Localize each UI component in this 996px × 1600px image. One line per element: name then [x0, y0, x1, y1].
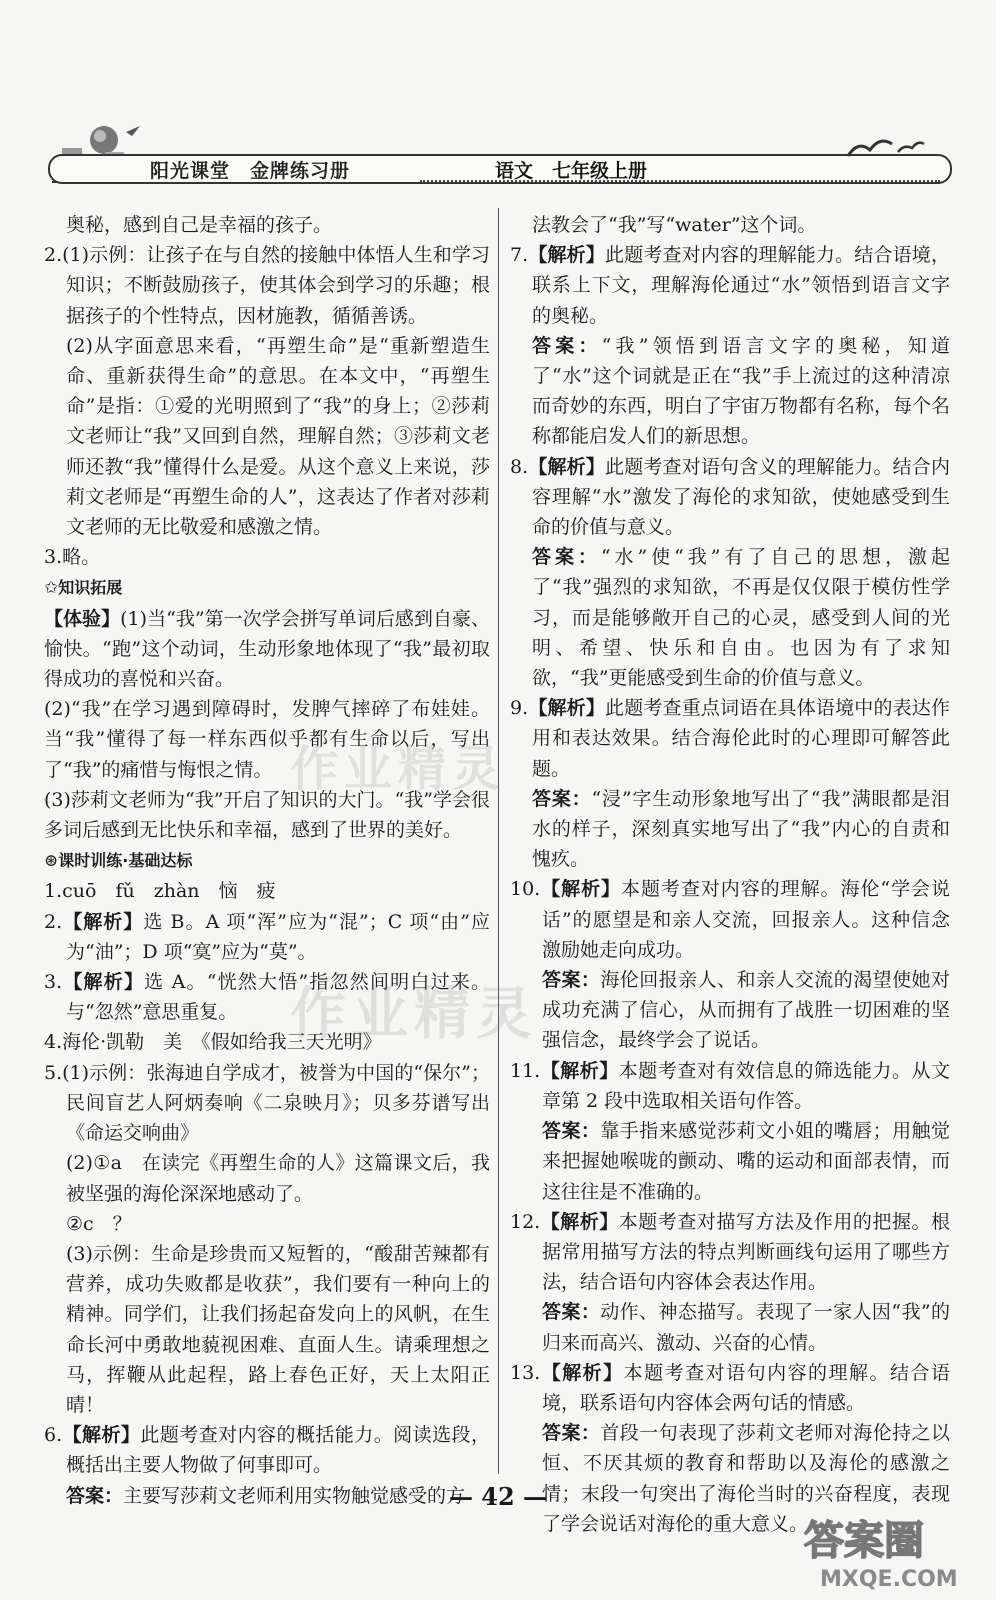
answer-q7 [510, 240, 950, 331]
experience-text: (1)当“我”第一次学会拼写单词后感到自豪、愉快。“跑”这个动词，生动形象地体现了“我”最初取得成功的喜悦和兴奋。 [44, 607, 490, 691]
answer-text: “水”使“我”有了自己的思想，激起了“我”强烈的求知欲，不再是仅仅限于模仿性学习，而是能够敞开自己的心灵，感受到人间的光明、希望、快乐和自由。也因为有了求知欲，“我”更能感受到生命的价值与意义。 [532, 546, 950, 690]
answer-label: 答案： [542, 1120, 601, 1143]
experience-2: (2)“我”在学习遇到障碍时，发脾气摔碎了布娃娃。当“我”懂得了每一样东西似乎都有生命以后，写出了“我”的痛惜与悔恨之情。 [44, 698, 490, 781]
analysis-label: 【解析】 [540, 878, 621, 901]
answer-label: 答案： [66, 1484, 124, 1507]
answer-circle-logo-icon [798, 1506, 984, 1592]
analysis-text: 本题考查对内容的理解。海伦“学会说话”的愿望是和亲人交流，回报亲人。这种信念激励她走向成功。 [542, 878, 950, 961]
analysis-label: 【解析】 [528, 697, 606, 720]
analysis-text: 此题考查对内容的概括能力。阅读选段，概括出主要人物做了何事即可。 [66, 1424, 490, 1477]
left-column [44, 210, 490, 1511]
analysis-label: 【解析】 [540, 1361, 624, 1384]
answer-q9 [510, 693, 950, 784]
answer-text: 主要写莎莉文老师利用实物触觉感受的方 [123, 1484, 466, 1507]
answer-q11 [510, 1056, 950, 1116]
answer-2-1: 2.(1)示例：让孩子在与自然的接触中体悟人生和学习知识；不断鼓励孩子，使其体会到学习的乐趣；根据孩子的个性特点，因材施教，循循善诱。 [44, 244, 490, 327]
column-divider [498, 208, 499, 1474]
answer-q10-answer [510, 965, 950, 1056]
answer-label: 答案： [532, 787, 592, 810]
answer-q8-answer [510, 542, 950, 693]
analysis-text: 选 A。“恍然大悟”指忽然间明白过来。与“忽然”意思重复。 [66, 971, 490, 1024]
corner-logo-url: MXQE.COM [820, 1567, 958, 1592]
answer-q7-answer [510, 331, 950, 452]
answer-text: 动作、神态描写。表现了一家人因“我”的归来而高兴、激动、兴奋的心情。 [542, 1301, 950, 1354]
answer-q10 [510, 874, 950, 965]
badge-icon: ⊛ [44, 851, 59, 872]
experience-3: (3)莎莉文老师为“我”开启了知识的大门。“我”学会很多词后感到无比快乐和幸福，感到了世界的美好。 [44, 788, 490, 842]
answer-q9-answer [510, 784, 950, 875]
section-practice [44, 845, 490, 876]
right-column [510, 210, 950, 1539]
answer-2-2: (2)从字面意思来看，“再塑生命”是“重新塑造生命、重新获得生命”的意思。在本文中，“再塑生命”是指：①爱的光明照到了“我”的身上；②莎莉文老师让“我”又回到自然，理解自然；③莎莉文老师还教“我”懂得什么是爱。从这个意义上来说，莎莉文老师是“再塑生命的人”，这表达了作者对莎莉文老师的无比敬爱和感激之情。 [66, 334, 490, 539]
q-number: 12. [510, 1210, 541, 1233]
answer-text: 首段一句表现了莎莉文老师对海伦持之以恒、不厌其烦的教育和帮助以及海伦的感激之情；末段一句突出了海伦当时的兴奋程度，表现了学会说话对海伦的重大意义。 [542, 1422, 950, 1535]
answer-label: 答案： [542, 1422, 601, 1445]
birds-icon [840, 126, 940, 166]
answer-q5-3: (3)示例：生命是珍贵而又短暂的，“酸甜苦辣都有营养，成功失败都是收获”，我们要有一种向上的精神。同学们，让我们扬起奋发向上的风帆，在生命长河中勇敢地藐视困难、直面人生。请乘理想之马，挥鞭从此起程，路上春色正好，天上太阳正晴！ [66, 1242, 490, 1416]
q-number: 9. [510, 697, 529, 720]
answer-3: 3.略。 [44, 546, 101, 569]
answer-q3 [44, 967, 490, 1027]
answer-q4: 4.海伦·凯勒 美 《假如给我三天光明》 [44, 1031, 382, 1054]
section-title: 知识拓展 [58, 578, 123, 598]
analysis-text: 选 B。A 项“浑”应为“混”；C 项“由”应为“油”；D 项“寞”应为“莫”。 [66, 910, 490, 963]
analysis-label: 【解析】 [540, 1210, 619, 1233]
answer-line: 法教会了“我”写“water”这个词。 [532, 214, 817, 236]
answer-q5-2: (2)①a 在读完《再塑生命的人》这篇课文后，我被坚强的海伦深深地感动了。 [66, 1152, 490, 1205]
answer-label: 答案： [532, 546, 601, 569]
analysis-text: 此题考查重点词语在具体语境中的表达作用和表达效果。结合海伦此时的心理即可解答此题。 [532, 697, 950, 780]
answer-q12 [510, 1207, 950, 1298]
answer-text: “浸”字生动形象地写出了“我”满眼都是泪水的样子，深刻真实地写出了“我”内心的自责和愧疚。 [532, 787, 950, 871]
experience-label: 【体验】 [44, 607, 121, 630]
q-number: 3. [44, 971, 63, 994]
page-header [40, 118, 956, 194]
answer-pinyin: 1.cuō fǔ zhàn 恼 疲 [44, 880, 276, 903]
watermark-text: 作业精灵 [290, 982, 538, 1047]
answer-line: 奥秘，感到自己是幸福的孩子。 [66, 214, 333, 236]
star-icon: ✩ [44, 578, 59, 599]
q-number: 13. [510, 1361, 541, 1384]
analysis-text: 本题考查对有效信息的筛选能力。从文章第 2 段中选取相关语句作答。 [542, 1059, 950, 1112]
answer-q13 [510, 1358, 950, 1418]
analysis-label: 【解析】 [528, 244, 606, 267]
brand-title: 阳光课堂 金牌练习册 [150, 160, 351, 182]
section-title: 课时训练·基础达标 [58, 851, 193, 871]
analysis-text: 本题考查对语句内容的理解。结合语境，联系语句内容体会两句话的情感。 [542, 1361, 950, 1414]
analysis-text: 本题考查对描写方法及作用的把握。根据常用描写方法的特点判断画线句运用了哪些方法，结合语句内容体会表达作用。 [542, 1210, 950, 1294]
q-number: 11. [510, 1059, 541, 1082]
page-number: — 42 — [448, 1482, 548, 1511]
q-number: 10. [510, 878, 541, 901]
q-number: 2. [44, 910, 63, 933]
analysis-text: 此题考查对语句含义的理解能力。结合内容理解“水”激发了海伦的求知欲，使她感受到生命的价值与意义。 [532, 455, 950, 539]
analysis-text: 此题考查对内容的理解能力。结合语境，联系上下文，理解海伦通过“水”领悟到语言文字的奥秘。 [532, 244, 950, 327]
answer-label: 答案： [532, 334, 602, 357]
answer-q5-2b: ②c ？ [66, 1212, 132, 1235]
answer-text: 海伦回报亲人、和亲人交流的渴望使她对成功充满了信心，从而拥有了战胜一切困难的坚强信念，最终学会了说话。 [542, 969, 950, 1052]
q-number: 7. [510, 244, 529, 267]
analysis-label: 【解析】 [540, 1059, 619, 1082]
q-number: 6. [44, 1424, 63, 1447]
watermark-text: 作业精灵 [290, 741, 507, 797]
answer-q5-1: 5.(1)示例：张海迪自学成才，被誉为中国的“保尔”；民间盲艺人阿炳奏响《二泉映月》；贝多芬谱写出《命运交响曲》 [44, 1061, 490, 1145]
analysis-label: 【解析】 [528, 455, 606, 478]
analysis-label: 【解析】 [62, 910, 144, 933]
answer-q8 [510, 452, 950, 543]
answer-q11-answer [510, 1116, 950, 1207]
corner-logo-text: 答案圈 [804, 1518, 924, 1564]
answer-text: 靠手指来感觉莎莉文小姐的嘴唇；用触觉来把握她喉咙的颤动、嘴的运动和面部表情，而这往往是不准确的。 [542, 1120, 950, 1203]
analysis-label: 【解析】 [62, 971, 145, 994]
q-number: 8. [510, 455, 529, 478]
analysis-label: 【解析】 [62, 1424, 141, 1447]
answer-q2 [44, 907, 490, 967]
section-knowledge-extension [44, 572, 490, 603]
answer-q6 [44, 1420, 490, 1480]
answer-label: 答案： [542, 969, 601, 992]
answer-q12-answer [510, 1297, 950, 1357]
answer-text: “我”领悟到语言文字的奥秘，知道了“水”这个词就是正在“我”手上流过的这种清凉而奇妙的东西，明白了宇宙万物都有名称，每个名称都能启发人们的新思想。 [532, 334, 951, 448]
experience-1 [44, 604, 490, 695]
subject-title: 语文 七年级上册 [495, 160, 648, 182]
answer-label: 答案： [542, 1301, 601, 1324]
